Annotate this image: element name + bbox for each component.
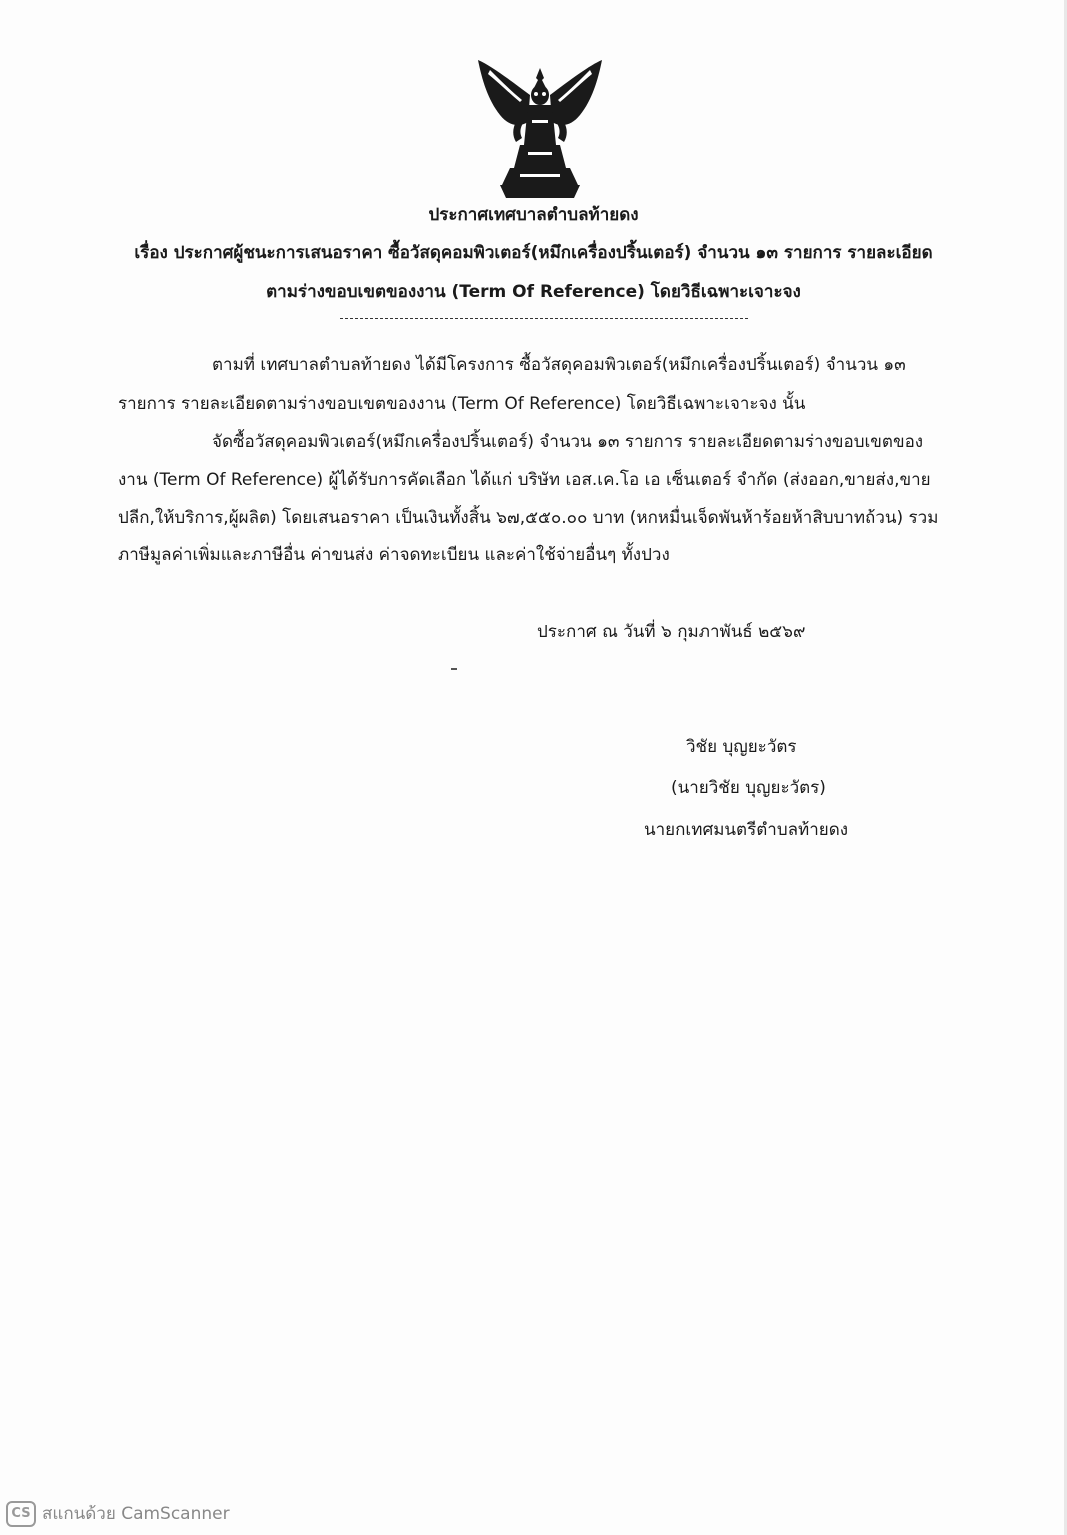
paragraph-2-line-3: ปลีก,ให้บริการ,ผู้ผลิต) โดยเสนอราคา เป็นเงินทั้งสิ้น ๖๗,๕๕๐.๐๐ บาท (หกหมื่นเจ็ดพันห้าร้อยห้าสิบบาทถ้วน) รวม: [118, 508, 939, 528]
paragraph-2-line-2: งาน (Term Of Reference) ผู้ได้รับการคัดเลือก ได้แก่ บริษัท เอส.เค.โอ เอ เซ็นเตอร์ จำกัด (ส่งออก,ขายส่ง,ขาย: [118, 470, 931, 490]
signer-signed-name: วิชัย บุญยะวัตร: [686, 737, 797, 757]
subject-line-1: เรื่อง ประกาศผู้ชนะการเสนอราคา ซื้อวัสดุคอมพิวเตอร์(หมึกเครื่องปริ้นเตอร์) จำนวน ๑๓ รายการ รายละเอียด: [134, 243, 933, 263]
document-title: ประกาศเทศบาลตำบลท้ายดง: [428, 205, 639, 225]
stray-mark: [451, 668, 457, 670]
garuda-emblem: [470, 50, 610, 200]
paragraph-2-line-1: จัดซื้อวัสดุคอมพิวเตอร์(หมึกเครื่องปริ้นเตอร์) จำนวน ๑๓ รายการ รายละเอียดตามร่างขอบเขตของ: [212, 432, 924, 452]
signer-position: นายกเทศมนตรีตำบลท้ายดง: [644, 820, 849, 840]
camscanner-logo-icon: CS: [6, 1501, 36, 1527]
signer-printed-name: (นายวิชัย บุญยะวัตร): [671, 778, 826, 798]
paragraph-1-line-2: รายการ รายละเอียดตามร่างขอบเขตของงาน (Term Of Reference) โดยวิธีเฉพาะเจาะจง นั้น: [118, 394, 806, 414]
paragraph-1-line-1: ตามที่ เทศบาลตำบลท้ายดง ได้มีโครงการ ซื้อวัสดุคอมพิวเตอร์(หมึกเครื่องปริ้นเตอร์) จำนวน ๑๓: [212, 355, 906, 375]
camscanner-watermark: [6, 1500, 230, 1527]
dashed-divider: [340, 318, 748, 319]
paragraph-2-line-4: ภาษีมูลค่าเพิ่มและภาษีอื่น ค่าขนส่ง ค่าจดทะเบียน และค่าใช้จ่ายอื่นๆ ทั้งปวง: [118, 545, 670, 565]
camscanner-text: สแกนด้วย CamScanner: [42, 1504, 230, 1524]
subject-line-2: ตามร่างขอบเขตของงาน (Term Of Reference) โดยวิธีเฉพาะเจาะจง: [266, 282, 801, 302]
announcement-date: ประกาศ ณ วันที่ ๖ กุมภาพันธ์ ๒๕๖๙: [537, 622, 806, 642]
